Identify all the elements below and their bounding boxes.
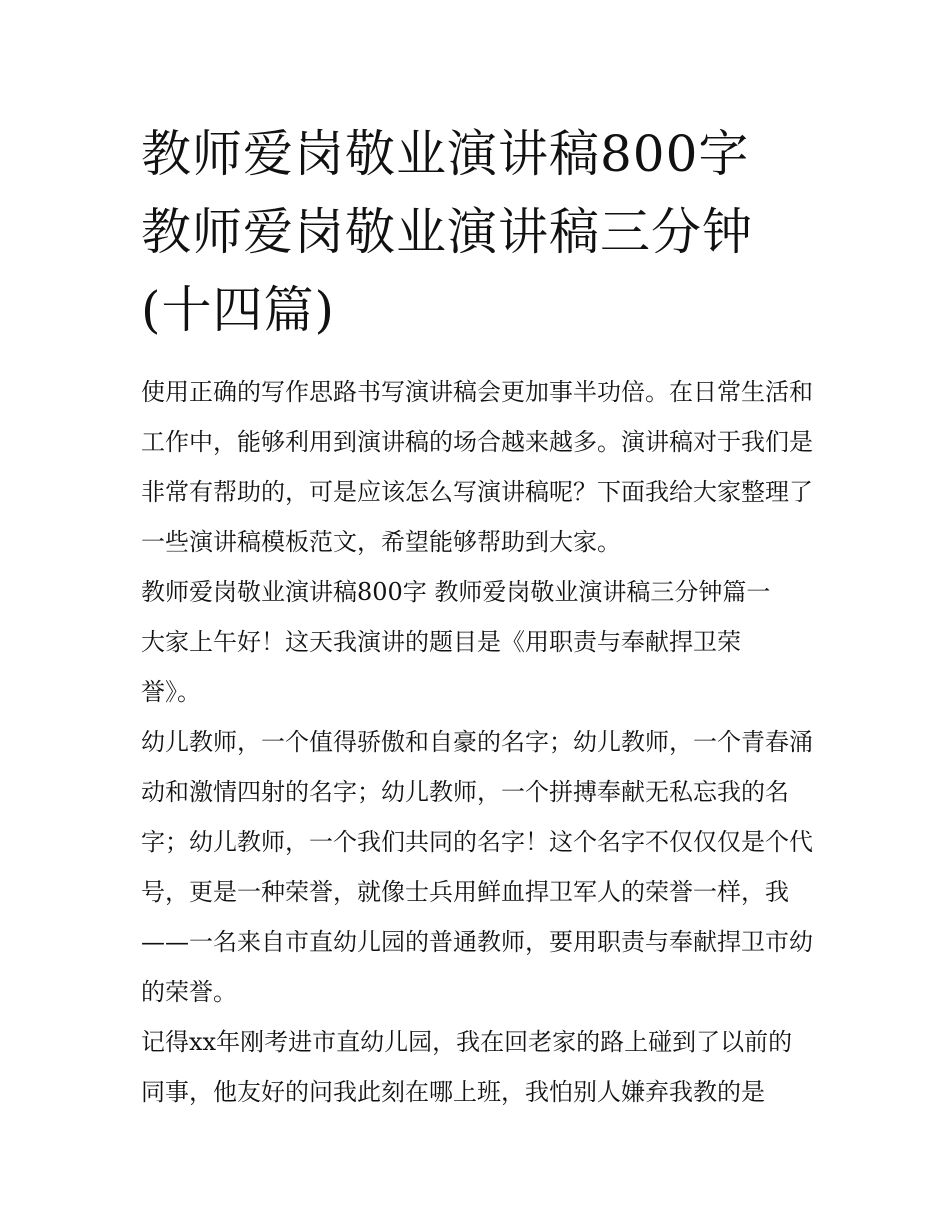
document-page bbox=[141, 115, 813, 1117]
body-paragraph: 记得xx年刚考进市直幼儿园，我在回老家的路上碰到了以前的同事，他友好的问我此刻在哪上班，我怕别人嫌弃我教的是 bbox=[141, 1028, 793, 1106]
body-paragraph: 幼儿教师，一个值得骄傲和自豪的名字；幼儿教师，一个青春涌动和激情四射的名字；幼儿教师，一个拼搏奉献无私忘我的名字；幼儿教师，一个我们共同的名字！这个名字不仅仅仅是个代号，更是一种荣誉，就像士兵用鲜血捍卫军人的荣誉一样，我——一名来自市直幼儿园的普通教师，要用职责与奉献捍卫市幼的荣誉。 bbox=[141, 728, 813, 1006]
greeting-paragraph: 大家上午好！这天我演讲的题目是《用职责与奉献捍卫荣誉》。 bbox=[141, 628, 741, 706]
document-title: 教师爱岗敬业演讲稿800字 教师爱岗敬业演讲稿三分钟(十四篇) bbox=[141, 125, 753, 339]
intro-paragraph: 使用正确的写作思路书写演讲稿会更加事半功倍。在日常生活和工作中，能够利用到演讲稿的场合越来越多。演讲稿对于我们是非常有帮助的，可是应该怎么写演讲稿呢？下面我给大家整理了一些演讲稿模板范文，希望能够帮助到大家。 bbox=[141, 378, 813, 556]
section-heading: 教师爱岗敬业演讲稿800字 教师爱岗敬业演讲稿三分钟篇一 bbox=[141, 578, 771, 606]
